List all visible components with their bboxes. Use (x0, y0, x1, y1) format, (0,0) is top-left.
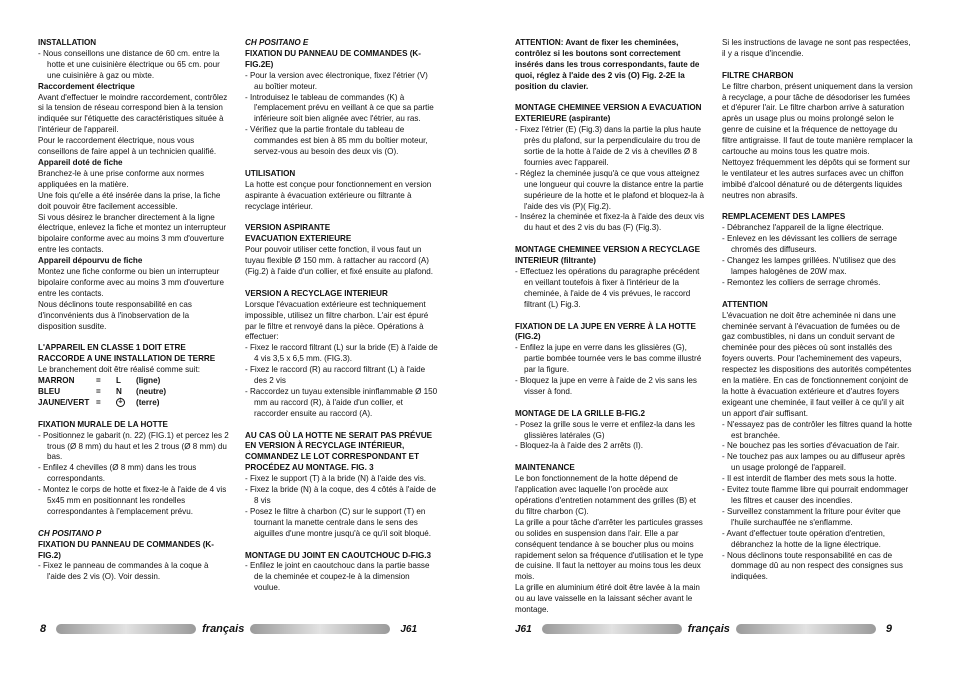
section-heading: FIXATION DU PANNEAU DE COMMANDES (K-FIG.2) (38, 539, 214, 560)
list-item: - Nous conseillons une distance de 60 cm. entre la hotte et une cuisinière électrique ou 65 cm. pour une cuisinière à gaz ou mixte. (38, 49, 229, 82)
list-item: - Positionnez le gabarit (n. 22) (FIG.1) et percez les 2 trous (Ø 8 mm) du haut et les 2 trous (Ø 8 mm) du bas. (38, 431, 229, 464)
page-number: 8 (40, 623, 47, 635)
section-heading: MAINTENANCE (515, 463, 575, 473)
list-item: - Bloquez la jupe en verre à l'aide de 2 vis sans les visser à fond. (515, 376, 707, 398)
paragraph: Si les instructions de lavage ne sont pas respectées, il y a risque d'incendie. (722, 38, 911, 58)
list-item: - Raccordez un tuyau extensible ininflammable Ø 150 mm au raccord (R), à l'aide d'un collier, et raccorder ensuite au raccord (A). (245, 387, 438, 420)
section-heading: UTILISATION (245, 168, 296, 178)
list-item: - Fixez le support (T) à la bride (N) à l'aide des vis. (245, 474, 438, 485)
spacer (245, 278, 438, 289)
spacer (515, 93, 707, 104)
list-item: - Nous déclinons toute responsabilité en cas de dommage dû au non respect des consignes sus indiquées. (722, 551, 915, 584)
spacer (722, 60, 915, 71)
section-heading: MONTAGE CHEMINEE VERSION A RECYCLAGE INTERIEUR (filtrante) (515, 245, 700, 266)
list-item: - Changez les lampes grillées. N'utilisez que des lampes halogènes de 20W max. (722, 256, 915, 278)
list-item: - Fixez le raccord (R) au raccord filtrant (L) à l'aide des 2 vis (245, 365, 438, 387)
spacer (245, 212, 438, 223)
spacer (515, 311, 707, 322)
footer-bar (56, 624, 196, 634)
footer-language: français (687, 623, 730, 635)
list-item: - Evitez toute flamme libre qui pourrait endommager les filtres et causer des incendies. (722, 485, 915, 507)
wire-table-cell: N (116, 386, 122, 396)
list-item: - Posez la grille sous le verre et enfilez-la dans les glissières latérales (G) (515, 420, 707, 442)
paragraph: La grille en aluminium étiré doit être lavée à la main ou au lave vaisselle en la laissant sécher avant le montage. (515, 583, 700, 615)
column-4 (722, 38, 915, 583)
section-heading: ATTENTION: Avant de fixer les cheminées, contrôlez si les boutons sont correctement insérés dans les trous correspondants, faute de quoi, réglez à l'aide des 2 vis (O) Fig. 2-2E la position du clavier. (515, 38, 700, 91)
wire-table-cell: MARRON (38, 376, 75, 386)
footer-model: J61 (515, 623, 532, 635)
list-item: - Fixez le raccord filtrant (L) sur la bride (E) à l'aide de 4 vis 3,5 x 6,5 mm. (FIG.3). (245, 343, 438, 365)
section-heading: EVACUATION EXTERIEURE (245, 234, 352, 244)
section-heading: ATTENTION (722, 299, 768, 309)
paragraph: Pour pouvoir utiliser cette fonction, il vous faut un tuyau flexible Ø 150 mm. à rattacher au raccord (A) (Fig.2) à l'aide d'un collier, et fixé ensuite au plafond. (245, 245, 434, 276)
footer-bar (250, 624, 390, 634)
footer-bar (736, 624, 876, 634)
list-item: - Fixez la bride (N) à la coque, des 4 côtés à l'aide de 8 vis (245, 485, 438, 507)
list-item: - Enfilez le joint en caoutchouc dans la partie basse de la cheminée et coupez-le à la dimension voulue. (245, 561, 438, 594)
ground-symbol: ⏚ (117, 398, 124, 405)
paragraph: Branchez-le à une prise conforme aux normes appliquées en la matière. (38, 168, 205, 189)
spacer (515, 398, 707, 409)
wire-table-cell: = (96, 397, 101, 407)
paragraph: La grille a pour tâche d'arrêter les particules grasses ou solides en suspension dans l'air. Elle a par conséquent tendance à se boucher plus ou moins rapidement selon sa fréquence d'utilisation et le type de cuisine. Il faut la nettoyer au moins tous les deux mois. (515, 517, 704, 582)
spacer (722, 289, 915, 300)
spacer (245, 540, 438, 551)
list-item: - Vérifiez que la partie frontale du tableau de commandes est bien à 85 mm du boîtier moteur, servez-vous au besoin des deux vis (O). (245, 125, 438, 158)
section-heading: FIXATION DE LA JUPE EN VERRE À LA HOTTE (FIG.2) (515, 321, 696, 342)
list-item: - Remontez les colliers de serrage chromés. (722, 278, 915, 289)
list-item: - Surveillez constamment la friture pour éviter que l'huile surchauffée ne s'enflamme. (722, 507, 915, 529)
spacer (722, 202, 915, 213)
section-heading: INSTALLATION (38, 38, 97, 47)
column-2 (245, 38, 438, 594)
list-item: - Fixez le panneau de commandes à la coque à l'aide des 2 vis (O). Voir dessin. (38, 561, 229, 583)
footer-bar (542, 624, 682, 634)
wire-table (38, 376, 229, 409)
section-heading: L'APPAREIL EN CLASSE 1 DOIT ETRE RACCORDE A UNE INSTALLATION DE TERRE (38, 343, 216, 364)
section-heading: Raccordement électrique (38, 81, 135, 91)
list-item: - Enlevez en les dévissant les colliers de serrage chromés des diffuseurs. (722, 234, 915, 256)
paragraph: Avant d'effectuer le moindre raccordement, contrôlez si la tension de réseau correspond bien à la tension indiquée sur l'étiquette des caractéristiques située à l'intérieur de l'appareil. (38, 92, 228, 135)
section-heading: FIXATION MURALE DE LA HOTTE (38, 419, 168, 429)
paragraph: Si vous désirez le brancher directement à la ligne électrique, enlevez la fiche et montez un interrupteur bipolaire conforme avec au moins 3 mm d'ouverture entre les contacts. (38, 212, 227, 255)
list-item: - Montez le corps de hotte et fixez-le à l'aide de 4 vis 5x45 mm en positionnant les rondelles correspondantes à l'emplacement prévu. (38, 485, 229, 518)
paragraph: Une fois qu'elle a été insérée dans la prise, la fiche doit pouvoir être facilement accessible. (38, 190, 221, 211)
list-item: - Enfilez la jupe en verre dans les glissières (G), partie bombée tournée vers le bas comme illustré par la figure. (515, 343, 707, 376)
column-1 (38, 38, 229, 583)
list-item: - Il est interdit de flamber des mets sous la hotte. (722, 474, 915, 485)
footer-right (515, 622, 915, 636)
paragraph: Le branchement doit être réalisé comme suit: (38, 365, 200, 375)
list-item: - Avant d'effectuer toute opération d'entretien, débranchez la hotte de la ligne électrique. (722, 529, 915, 551)
spacer (38, 518, 229, 529)
paragraph: Pour le raccordement électrique, nous vous conseillons de faire appel à un technicien qualifié. (38, 136, 217, 157)
wire-table-cell: JAUNE/VERT (38, 397, 90, 407)
section-heading: REMPLACEMENT DES LAMPES (722, 212, 846, 222)
list-item: - Enfilez 4 chevilles (Ø 8 mm) dans les trous correspondants. (38, 463, 229, 485)
wire-table-cell: = (96, 376, 101, 386)
list-item: - Posez le filtre à charbon (C) sur le support (T) en tournant la manette centrale dans le sens des aiguilles d'une montre jusqu'à ce qu'il soit bloqué. (245, 507, 438, 540)
footer-left (40, 622, 445, 636)
column-3 (515, 38, 707, 616)
wire-table-cell: (ligne) (136, 376, 161, 386)
page-number: 9 (885, 623, 893, 635)
paragraph: Le filtre charbon, présent uniquement dans la version à recyclage, a pour tâche de désodoriser les fumées et d'épurer l'air. Le filtre charbon arrive à saturation après un usage plus ou moins prolongé selon le genre de cuisine et la fréquence de nettoyage du filtre antigraisse. Il faut de toute manière remplacer la cartouche au moins tous les quatre mois. (722, 81, 913, 157)
list-item: - Introduisez le tableau de commandes (K) à l'emplacement prévu en veillant à ce que sa partie inférieure soit bien alignée avec l'étrier, au ras. (245, 93, 438, 126)
paragraph: Nous déclinons toute responsabilité en cas d'inconvénients dus à l'inobservation de la disposition susdite. (38, 299, 192, 331)
footer-model: J61 (400, 623, 418, 635)
wire-table-cell: (neutre) (136, 386, 167, 396)
model-heading: CH POSITANO E (245, 38, 309, 47)
spacer (245, 420, 438, 431)
spacer (38, 332, 229, 343)
section-heading: MONTAGE DU JOINT EN CAOUTCHOUC D-FIG.3 (245, 550, 432, 560)
spacer (515, 234, 707, 245)
section-heading: FIXATION DU PANNEAU DE COMMANDES (K-FIG.2E) (245, 48, 421, 69)
list-item: - Débranchez l'appareil de la ligne électrique. (722, 223, 915, 234)
section-heading: Appareil doté de fiche (38, 157, 123, 167)
section-heading: MONTAGE DE LA GRILLE B-FIG.2 (515, 408, 645, 418)
wire-table-cell: L (116, 376, 121, 386)
list-item: - Bloquez-la à l'aide des 2 arrêts (I). (515, 441, 707, 452)
footer-language: français (202, 623, 245, 635)
wire-table-cell: BLEU (38, 386, 61, 396)
spacer (38, 409, 229, 420)
list-item: - Fixez l'étrier (E) (Fig.3) dans la partie la plus haute près du plafond, sur la perpendiculaire du trou de sortie de la hotte à l'aide de 2 vis à chevilles Ø 8 fournies avec l'appareil. (515, 125, 707, 169)
section-heading: VERSION ASPIRANTE (245, 223, 331, 233)
list-item: - N'essayez pas de contrôler les filtres quand la hotte est branchée. (722, 420, 915, 442)
section-heading: MONTAGE CHEMINEE VERSION A EVACUATION EXTERIEURE (aspirante) (515, 103, 702, 124)
list-item: - Insérez la cheminée et fixez-la à l'aide des deux vis du haut et des 2 vis du bas (F) (Fig.3). (515, 212, 707, 234)
wire-table-cell: = (96, 386, 101, 396)
paragraph: Montez une fiche conforme ou bien un interrupteur bipolaire conforme avec au moins 3 mm d'ouverture entre les contacts. (38, 267, 224, 298)
spacer (515, 452, 707, 463)
list-item: - Ne touchez pas aux lampes ou au diffuseur après un usage prolongé de l'appareil. (722, 452, 915, 474)
spacer (245, 158, 438, 169)
section-heading: FILTRE CHARBON (722, 70, 794, 80)
paragraph: Nettoyez fréquemment les dépôts qui se forment sur le ventilateur et les autres surfaces avec un chiffon imbibé d'alcool dénaturé ou de détergents liquides neutres non abrasifs. (722, 157, 911, 200)
paragraph: Le bon fonctionnement de la hotte dépend de l'application avec laquelle l'on procède aux opérations d'entretien notamment des grilles (B) et du filtre charbon (C). (515, 474, 697, 516)
model-heading: CH POSITANO P (38, 528, 102, 538)
list-item: - Réglez la cheminée jusqu'à ce que vous atteignez une longueur qui couvre la distance entre la partie supérieure de la hotte et le plafond et bloquez-la à l'aide des vis (P)( Fig.2). (515, 169, 707, 213)
paragraph: La hotte est conçue pour fonctionnement en version aspirante à évacuation extérieure ou filtrante à recyclage intérieur. (245, 179, 432, 211)
paragraph: Lorsque l'évacuation extérieure est techniquement impossible, utilisez un filtre charbon. L'air est épuré par le filtre et renvoyé dans la pièce. Opérations à effectuer: (245, 299, 429, 342)
section-heading: VERSION A RECYCLAGE INTERIEUR (245, 288, 388, 298)
section-heading: AU CAS OÙ LA HOTTE NE SERAIT PAS PRÉVUE EN VERSION À RECYCLAGE INTÉRIEUR, COMMANDEZ LE LOT CORRESPONDANT ET PROCÉDEZ AU MONTAGE. FIG. 3 (245, 430, 433, 473)
list-item: - Effectuez les opérations du paragraphe précédent en veillant toutefois à fixer à l'intérieur de la cheminée, à l'aide de 4 vis prévues, le raccord filtrant (L) Fig.3. (515, 267, 707, 311)
paragraph: L'évacuation ne doit être acheminée ni dans une cheminée servant à l'évacuation de fumées ou de gaz combustibles, ni dans un conduit servant de cheminée pour des pièces où sont installés des foyers ouverts. Pour l'acheminement des vapeurs, respectez les dispositions des autorités compétentes en la matière. En cas de fonctionnement conjoint de la hotte à évacuation extérieure et d'autres foyers exigeant une cheminée, il faut veiller à ce qu'il y ait un apport d'air suffisant. (722, 310, 912, 418)
list-item: - Pour la version avec électronique, fixez l'étrier (V) au boîtier moteur. (245, 71, 438, 93)
wire-table-cell: (terre) (136, 397, 160, 407)
list-item: - Ne bouchez pas les sorties d'évacuation de l'air. (722, 441, 915, 452)
section-heading: Appareil dépourvu de fiche (38, 256, 143, 266)
